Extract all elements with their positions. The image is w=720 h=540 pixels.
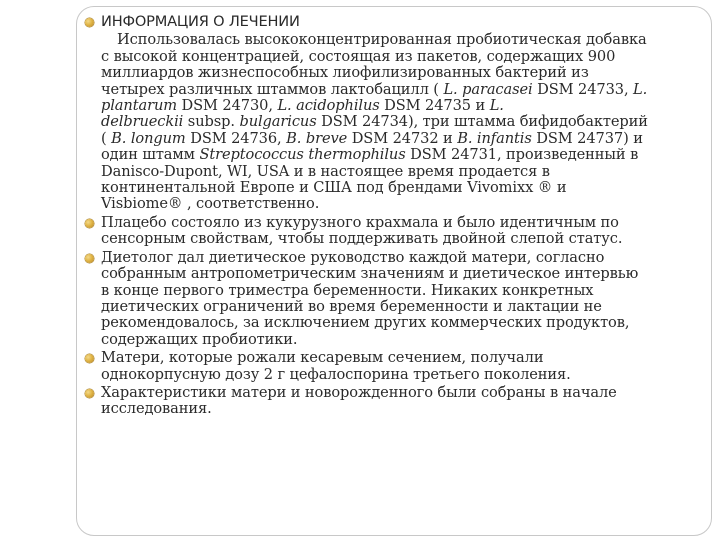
bullet-icon <box>85 354 94 363</box>
text-run: subsp. <box>183 113 240 131</box>
probiotic-paragraph <box>84 32 684 212</box>
paragraph-line <box>101 131 684 147</box>
bullet-item <box>84 385 684 418</box>
italic-run: B. longum <box>111 129 186 147</box>
bullet-item <box>84 350 684 383</box>
paragraph-line <box>101 65 684 81</box>
text-run: миллиардов жизнеспособных лиофилизированных бактерий из <box>101 64 589 82</box>
text-run: DSM 24735 и <box>379 97 490 115</box>
italic-run: L. paracasei <box>443 80 533 98</box>
italic-run: L. <box>633 80 648 98</box>
bullet-line: содержащих пробиотики. <box>101 330 298 348</box>
paragraph-line <box>101 32 684 48</box>
text-run: DSM 24732 и <box>347 129 458 147</box>
bullet-icon <box>85 389 94 398</box>
bullet-item <box>84 215 684 248</box>
bullet-line: диетических ограничений во время беременности и лактации не <box>101 297 602 315</box>
paragraph-line <box>101 82 684 98</box>
text-run: четырех различных штаммов лактобацилл ( <box>101 80 444 98</box>
text-run: DSM 24736, <box>185 129 287 147</box>
paragraph-line <box>101 98 684 114</box>
paragraph-line <box>101 196 684 212</box>
bullet-line: в конце первого триместра беременности. Никаких конкретных <box>101 281 594 299</box>
bullet-line: однокорпусную дозу 2 г цефалоспорина третьего поколения. <box>101 365 571 383</box>
text-run: DSM 24737) и <box>531 129 643 147</box>
text-run: DSM 24733, <box>532 80 634 98</box>
section-heading: ИНФОРМАЦИЯ О ЛЕЧЕНИИ <box>101 13 300 30</box>
paragraph-line <box>101 49 684 65</box>
bullet-line: Матери, которые рожали кесаревым сечением, получали <box>101 349 544 367</box>
text-run: ( <box>101 129 112 147</box>
italic-run: L. acidophilus <box>277 97 380 115</box>
text-run: континентальной Европе и США под брендами Vivomixx ® и <box>101 179 567 197</box>
text-run: один штамм <box>101 146 200 164</box>
slide-content <box>84 14 684 420</box>
paragraph-line <box>101 147 684 163</box>
bullet-icon <box>85 219 94 228</box>
text-run: DSM 24731, произведенный в <box>405 146 639 164</box>
text-run: с высокой концентрацией, состоящая из пакетов, содержащих 900 <box>101 47 616 65</box>
bullet-line: Характеристики матери и новорожденного были собраны в начале <box>101 383 617 401</box>
paragraph-line <box>101 114 684 130</box>
bullet-line: собранным антропометрическим значениям и диетическое интервью <box>101 265 639 283</box>
italic-run: delbrueckii <box>101 113 184 131</box>
bullet-line: сенсорным свойствам, чтобы поддерживать двойной слепой статус. <box>101 230 623 248</box>
italic-run: B. breve <box>286 129 348 147</box>
text-run: DSM 24730, <box>177 97 278 115</box>
bullet-icon <box>85 18 94 27</box>
bullet-icon <box>85 254 94 263</box>
text-run: Visbiome® , соответственно. <box>101 195 320 213</box>
italic-run: plantarum <box>101 97 177 115</box>
italic-run: L. <box>489 97 504 115</box>
text-run: DSM 24734), три штамма бифидобактерий <box>316 113 648 131</box>
paragraph-line <box>101 180 684 196</box>
bullet-list <box>84 215 684 418</box>
bullet-item <box>84 250 684 348</box>
bullet-line: Плацебо состояло из кукурузного крахмала и было идентичным по <box>101 213 619 231</box>
paragraph-line <box>101 164 684 180</box>
italic-run: B. infantis <box>457 129 532 147</box>
text-run: Использовалась высококонцентрированная пробиотическая добавка <box>117 31 647 49</box>
bullet-line: исследования. <box>101 400 212 418</box>
italic-run: bulgaricus <box>239 113 317 131</box>
heading-item <box>84 14 684 30</box>
bullet-line: Диетолог дал диетическое руководство каждой матери, согласно <box>101 248 605 266</box>
text-run: Danisco-Dupont, WI, USA и в настоящее время продается в <box>101 162 550 180</box>
bullet-line: рекомендовалось, за исключением других коммерческих продуктов, <box>101 314 630 332</box>
italic-run: Streptococcus thermophilus <box>199 146 406 164</box>
